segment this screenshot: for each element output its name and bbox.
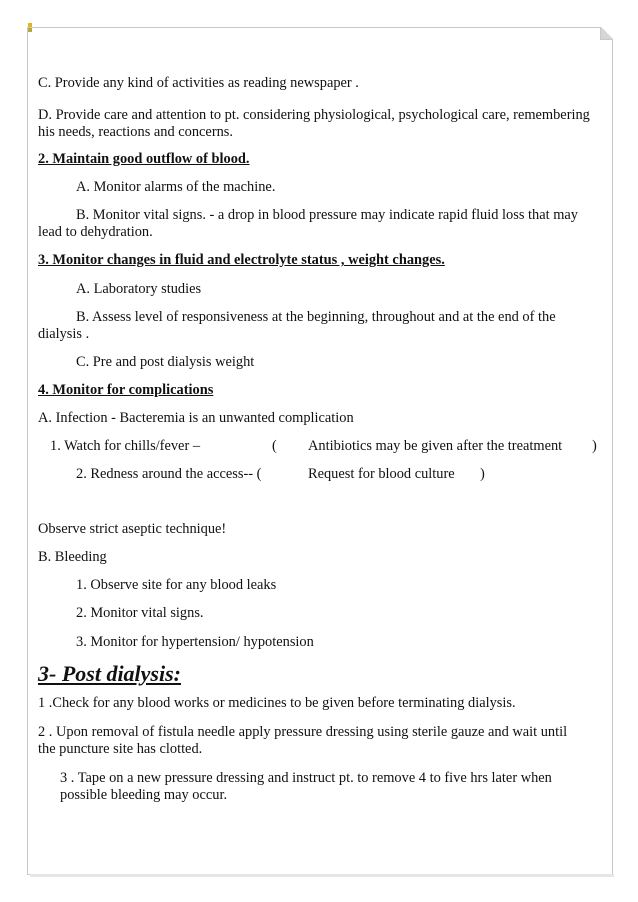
heading-maintain-outflow: 2. Maintain good outflow of blood. xyxy=(38,151,250,167)
paren-close: ) xyxy=(592,438,597,454)
page-corner-fold xyxy=(600,27,613,40)
item-post-3-cont: possible bleeding may occur. xyxy=(60,787,228,803)
document-marker-icon xyxy=(28,23,32,33)
item-chills-fever: 1. Watch for chills/fever – xyxy=(50,438,201,454)
item-vital-signs: 2. Monitor vital signs. xyxy=(76,605,204,621)
item-laboratory-studies: A. Laboratory studies xyxy=(76,281,202,297)
item-monitor-vitals: B. Monitor vital signs. - a drop in blood pressure may indicate rapid fluid loss that may xyxy=(76,207,578,223)
item-redness-access: 2. Redness around the access-- ( xyxy=(76,466,262,482)
item-pre-post-weight: C. Pre and post dialysis weight xyxy=(76,354,255,370)
item-post-1: 1 .Check for any blood works or medicines to be given before terminating dialysis. xyxy=(38,695,516,711)
page-shadow xyxy=(30,874,614,877)
item-antibiotics: Antibiotics may be given after the treatment xyxy=(308,438,563,454)
item-infection: A. Infection - Bacteremia is an unwanted complication xyxy=(38,410,354,426)
item-c-activities: C. Provide any kind of activities as reading newspaper . xyxy=(38,75,359,91)
item-blood-leaks: 1. Observe site for any blood leaks xyxy=(76,577,277,593)
item-assess-responsiveness: B. Assess level of responsiveness at the beginning, throughout and at the end of the xyxy=(76,309,556,325)
item-aseptic: Observe strict aseptic technique! xyxy=(38,521,227,537)
item-d-care: D. Provide care and attention to pt. considering physiological, psychological care, remembering his needs, reactions and concerns. xyxy=(38,107,590,140)
heading-fluid-electrolyte: 3. Monitor changes in fluid and electrolyte status , weight changes. xyxy=(38,252,445,268)
item-post-2: 2 . Upon removal of fistula needle apply pressure dressing using sterile gauze and wait until xyxy=(38,724,568,740)
item-hypertension: 3. Monitor for hypertension/ hypotension xyxy=(76,634,314,650)
item-bleeding: B. Bleeding xyxy=(38,549,107,565)
item-post-3: 3 . Tape on a new pressure dressing and instruct pt. to remove 4 to five hrs later when xyxy=(60,770,552,786)
item-assess-responsiveness-cont: dialysis . xyxy=(38,326,90,342)
item-monitor-alarms: A. Monitor alarms of the machine. xyxy=(76,179,276,195)
item-monitor-vitals-cont: lead to dehydration. xyxy=(38,224,153,240)
item-blood-culture: Request for blood culture xyxy=(308,466,455,482)
item-post-2-cont: the puncture site has clotted. xyxy=(38,741,203,757)
paren-open: ( xyxy=(272,438,277,454)
heading-complications: 4. Monitor for complications xyxy=(38,382,214,398)
paren-close-2: ) xyxy=(480,466,485,482)
section-title-post-dialysis: 3- Post dialysis: xyxy=(38,661,181,686)
